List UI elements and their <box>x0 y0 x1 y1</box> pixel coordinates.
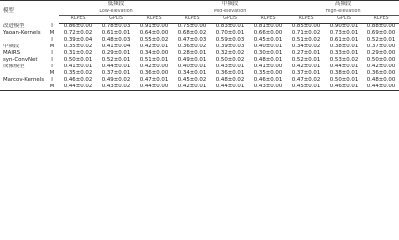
value-cell: 0.42±0.01 <box>291 63 321 70</box>
value-cell: 0.36±0.01 <box>215 70 245 76</box>
value-cell: 0.29±0.00 <box>366 50 396 56</box>
table-row <box>0 64 399 71</box>
metric-header: RLPES <box>287 16 325 24</box>
value-cell: 0.37±0.01 <box>291 70 321 76</box>
value-cell: 0.44±0.01 <box>101 63 131 70</box>
model-name-cell: 中频段 <box>3 43 20 50</box>
table-row <box>0 37 399 44</box>
value-cell: 0.68±0.02 <box>177 30 207 36</box>
value-cell: 0.47±0.03 <box>177 36 207 43</box>
group-header-low: 低频段 <box>59 1 173 10</box>
value-cell: 0.48±0.02 <box>215 77 245 83</box>
value-cell: 0.49±0.01 <box>177 56 207 63</box>
model-name-cell: 改进模型 <box>3 23 25 29</box>
value-cell: 0.49±0.02 <box>101 77 131 83</box>
value-cell: 0.88±0.00 <box>366 23 396 30</box>
value-cell: 0.38±0.01 <box>329 43 359 50</box>
value-cell: 0.70±0.01 <box>215 30 245 36</box>
metric-header: RLPES <box>135 16 173 24</box>
results-table <box>0 0 399 91</box>
set-cell: M <box>49 30 55 36</box>
model-name-cell <box>0 70 45 77</box>
group-header-mid: 中频段 <box>173 1 287 10</box>
metric-header: RLPES <box>59 16 97 24</box>
value-cell: 0.61±0.01 <box>329 36 359 43</box>
value-cell: 0.48±0.00 <box>366 77 396 83</box>
set-column-header <box>45 1 59 24</box>
value-cell: 0.44±0.01 <box>329 63 359 70</box>
value-cell: 0.46±0.02 <box>63 77 93 83</box>
value-cell: 0.46±0.01 <box>253 77 283 83</box>
value-cell: 0.71±0.02 <box>291 30 321 36</box>
model-name-cell: 成像模型 <box>3 63 25 70</box>
value-cell: 0.41±0.04 <box>101 43 131 50</box>
value-cell: 0.30±0.01 <box>253 50 283 56</box>
value-cell: 0.43±0.01 <box>215 63 245 70</box>
value-cell: 0.37±0.01 <box>101 70 131 76</box>
value-cell: 0.29±0.01 <box>101 50 131 56</box>
value-cell: 0.32±0.02 <box>215 50 245 56</box>
group-subheader-high: High-elevation <box>287 9 399 16</box>
metric-header: GPLIS <box>325 16 363 24</box>
metric-header: RLPES <box>249 16 287 24</box>
value-cell: 0.42±0.01 <box>139 43 169 50</box>
value-cell: 0.47±0.01 <box>139 77 169 83</box>
value-cell: 0.41±0.00 <box>253 63 283 70</box>
value-cell: 0.85±0.00 <box>291 23 321 30</box>
value-cell: 0.42±0.00 <box>139 63 169 70</box>
set-cell: M <box>49 70 55 76</box>
table-row <box>0 57 399 64</box>
value-cell: 0.50±0.02 <box>215 56 245 63</box>
value-cell: 0.42±0.01 <box>173 84 211 91</box>
metric-header: RLPES <box>363 16 399 24</box>
value-cell: 0.44±0.01 <box>211 84 249 91</box>
model-name-cell: MAIRS <box>3 50 21 56</box>
value-cell: 0.83±0.01 <box>215 23 245 30</box>
value-cell: 0.50±0.01 <box>329 77 359 83</box>
table-row <box>0 44 399 51</box>
group-subheader-mid: Mid-elevation <box>173 9 287 16</box>
value-cell: 0.45±0.01 <box>253 36 283 43</box>
value-cell: 0.50±0.01 <box>63 56 93 63</box>
value-cell: 0.48±0.03 <box>101 36 131 43</box>
value-cell: 0.43±0.00 <box>249 84 287 91</box>
value-cell: 0.72±0.02 <box>63 30 93 36</box>
value-cell: 0.90±0.01 <box>329 23 359 30</box>
value-cell: 0.51±0.01 <box>139 56 169 63</box>
model-name-cell: Marcov-Kernels <box>3 77 45 83</box>
set-cell: I <box>51 50 53 56</box>
set-cell: I <box>51 56 53 63</box>
value-cell: 0.28±0.01 <box>177 50 207 56</box>
metric-header: GPLIS <box>211 16 249 24</box>
value-cell: 0.42±0.00 <box>366 63 396 70</box>
value-cell: 0.36±0.00 <box>366 70 396 76</box>
value-cell: 0.36±0.00 <box>139 70 169 76</box>
value-cell: 0.69±0.00 <box>366 30 396 36</box>
value-cell: 0.51±0.02 <box>291 36 321 43</box>
group-header-high: 高频段 <box>287 1 399 10</box>
value-cell: 0.66±0.00 <box>253 30 283 36</box>
value-cell: 0.44±0.00 <box>363 84 399 91</box>
metric-header-row <box>0 16 399 24</box>
value-cell: 0.39±0.03 <box>215 43 245 50</box>
value-cell: 0.41±0.01 <box>63 63 93 70</box>
value-cell: 0.43±0.02 <box>97 84 135 91</box>
value-cell: 0.44±0.02 <box>59 84 97 91</box>
value-cell: 0.47±0.02 <box>291 77 321 83</box>
table-header <box>0 1 399 24</box>
table-row <box>0 50 399 57</box>
table-row <box>0 84 399 91</box>
value-cell: 0.55±0.02 <box>139 36 169 43</box>
value-cell: 0.91±0.00 <box>139 23 169 30</box>
value-cell: 0.34±0.01 <box>177 70 207 76</box>
value-cell: 0.45±0.01 <box>287 84 325 91</box>
value-cell: 0.52±0.01 <box>366 36 396 43</box>
value-cell: 0.44±0.00 <box>135 84 173 91</box>
value-cell: 0.48±0.01 <box>253 56 283 63</box>
value-cell: 0.40±0.01 <box>177 63 207 70</box>
group-subheader-low: Low-elevation <box>59 9 173 16</box>
value-cell: 0.37±0.00 <box>366 43 396 50</box>
value-cell: 0.64±0.00 <box>139 30 169 36</box>
metric-header: GPLIS <box>97 16 135 24</box>
value-cell: 0.35±0.02 <box>63 43 93 50</box>
model-name-cell: syn-ConvNet <box>3 56 38 63</box>
value-cell: 0.46±0.01 <box>325 84 363 91</box>
metric-header: RLPES <box>173 16 211 24</box>
value-cell: 0.35±0.00 <box>253 70 283 76</box>
value-cell: 0.59±0.03 <box>215 36 245 43</box>
value-cell: 0.39±0.04 <box>63 36 93 43</box>
value-cell: 0.78±0.03 <box>101 23 131 30</box>
value-cell: 0.52±0.01 <box>101 56 131 63</box>
table-row <box>0 23 399 30</box>
value-cell: 0.27±0.01 <box>291 50 321 56</box>
value-cell: 0.50±0.00 <box>366 56 396 63</box>
value-cell: 0.35±0.02 <box>63 70 93 76</box>
set-cell: I <box>51 77 53 83</box>
value-cell: 0.81±0.00 <box>253 23 283 30</box>
model-name-cell <box>0 37 45 44</box>
set-cell: I <box>51 63 53 70</box>
value-cell: 0.45±0.02 <box>177 77 207 83</box>
model-name-cell: Yaoan-Kernels <box>3 30 41 36</box>
set-cell: M <box>49 43 55 50</box>
value-cell: 0.52±0.01 <box>291 56 321 63</box>
value-cell: 0.40±0.01 <box>253 43 283 50</box>
value-cell: 0.38±0.01 <box>329 70 359 76</box>
table-row <box>0 77 399 84</box>
value-cell: 0.36±0.02 <box>177 43 207 50</box>
value-cell: 0.73±0.01 <box>329 30 359 36</box>
set-cell: I <box>51 36 53 43</box>
model-column-header: 模型 <box>0 1 45 24</box>
value-cell: 0.31±0.02 <box>63 50 93 56</box>
value-cell: 0.75±0.00 <box>177 23 207 30</box>
set-cell: M <box>45 84 59 91</box>
value-cell: 0.33±0.01 <box>329 50 359 56</box>
value-cell: 0.34±0.02 <box>291 43 321 50</box>
value-cell: 0.34±0.00 <box>139 50 169 56</box>
value-cell: 0.86±0.00 <box>63 23 93 30</box>
value-cell: 0.53±0.02 <box>329 56 359 63</box>
set-cell: I <box>51 23 53 29</box>
model-name-cell <box>0 84 45 91</box>
value-cell: 0.61±0.01 <box>101 30 131 36</box>
table-row <box>0 30 399 37</box>
table-body <box>0 23 399 91</box>
table-row <box>0 70 399 77</box>
